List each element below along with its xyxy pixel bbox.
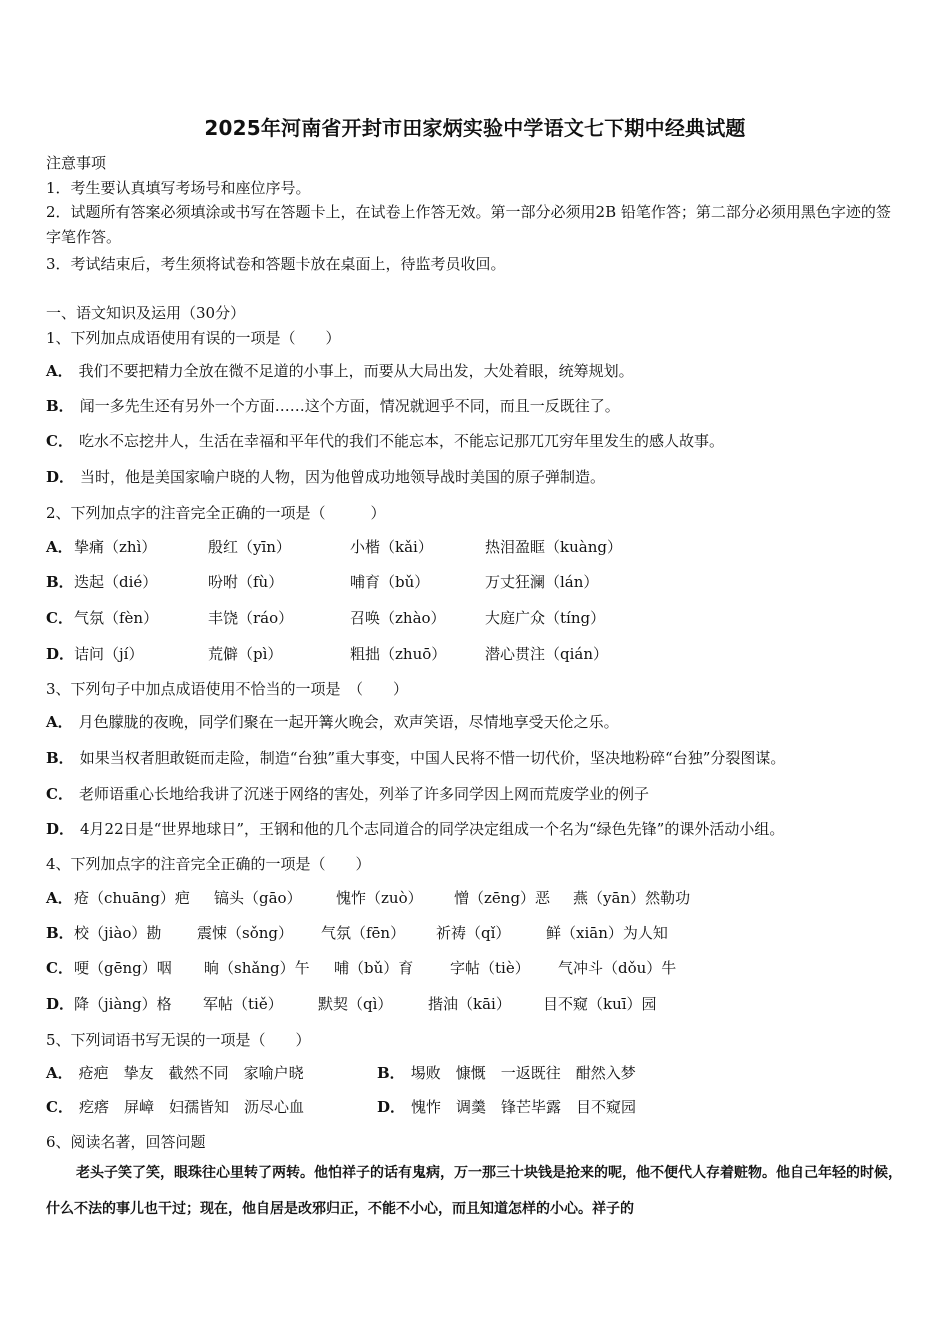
option-label: D． bbox=[46, 468, 75, 486]
question-4-c-word-2: 晌（shǎng）午 bbox=[204, 959, 310, 977]
question-3-stem: 3、下列句子中加点成语使用不恰当的一项是 （ ） bbox=[46, 680, 409, 698]
question-2-b-word-4: 万丈狂澜（lán） bbox=[485, 573, 599, 591]
question-2-b-word-1: 迭起（dié） bbox=[74, 573, 158, 591]
question-1-option-a bbox=[46, 360, 634, 381]
option-label: D． bbox=[46, 820, 75, 838]
question-4-b-word-2: 震悚（sǒng） bbox=[197, 924, 293, 942]
notice-item-3: 3．考试结束后，考生须将试卷和答题卡放在桌面上，待监考员收回。 bbox=[46, 255, 506, 273]
option-text: 当时，他是美国家喻户晓的人物，因为他曾成功地领导战时美国的原子弹制造。 bbox=[80, 468, 606, 486]
question-5-option-c bbox=[46, 1096, 304, 1117]
question-4-label-a: A． bbox=[46, 889, 73, 907]
option-label: C． bbox=[46, 432, 73, 450]
question-3-option-a bbox=[46, 711, 619, 732]
question-1-option-d bbox=[46, 466, 605, 487]
question-4-stem: 4、下列加点字的注音完全正确的一项是（ ） bbox=[46, 855, 371, 873]
question-2-a-word-2: 殷红（yīn） bbox=[208, 538, 291, 556]
question-1-option-b bbox=[46, 395, 620, 416]
question-2-b-word-2: 吩咐（fù） bbox=[208, 573, 284, 591]
option-text: 4月22日是“世界地球日”，王钢和他的几个志同道合的同学决定组成一个名为“绿色先锋”的课外活动小组。 bbox=[80, 820, 785, 838]
option-text: 疮疤 挚友 截然不同 家喻户晓 bbox=[78, 1064, 304, 1082]
question-5-stem: 5、下列词语书写无误的一项是（ ） bbox=[46, 1031, 311, 1049]
option-text: 如果当权者胆敢铤而走险，制造“台独”重大事变，中国人民将不惜一切代价，坚决地粉碎“台独”分裂图谋。 bbox=[79, 749, 786, 767]
question-5-option-d bbox=[377, 1096, 636, 1117]
option-label: A． bbox=[46, 362, 73, 380]
question-4-a-word-5: 燕（yān）然勒功 bbox=[573, 889, 691, 907]
question-2-a-word-1: 挚痛（zhì） bbox=[74, 538, 157, 556]
option-label: B． bbox=[46, 749, 74, 767]
question-2-label-d: D． bbox=[46, 645, 75, 663]
question-4-d-word-1: 降（jiàng）格 bbox=[74, 995, 172, 1013]
section-heading: 一、语文知识及运用（30分） bbox=[46, 304, 246, 322]
option-text: 月色朦胧的夜晚，同学们聚在一起开篝火晚会，欢声笑语，尽情地享受天伦之乐。 bbox=[78, 713, 619, 731]
question-4-c-word-5: 气冲斗（dǒu）牛 bbox=[558, 959, 677, 977]
question-4-label-c: C． bbox=[46, 959, 73, 977]
question-2-label-b: B． bbox=[46, 573, 74, 591]
option-text: 闻一多先生还有另外一个方面……这个方面，情况就迥乎不同，而且一反既往了。 bbox=[79, 397, 620, 415]
question-2-stem: 2、下列加点字的注音完全正确的一项是（ ） bbox=[46, 504, 386, 522]
question-4-b-word-3: 气氛（fēn） bbox=[321, 924, 406, 942]
question-1-option-c bbox=[46, 430, 724, 451]
question-1-stem: 1、下列加点成语使用有误的一项是（ ） bbox=[46, 329, 341, 347]
option-text: 我们不要把精力全放在微不足道的小事上，而要从大局出发，大处着眼，统筹规划。 bbox=[78, 362, 634, 380]
question-2-c-word-3: 召唤（zhào） bbox=[350, 609, 446, 627]
question-4-label-d: D． bbox=[46, 995, 75, 1013]
question-4-d-word-3: 默契（qì） bbox=[318, 995, 393, 1013]
question-4-b-word-1: 校（jiào）勘 bbox=[74, 924, 162, 942]
page-title: 2025年河南省开封市田家炳实验中学语文七下期中经典试题 bbox=[204, 116, 746, 140]
option-text: 疙瘩 屏嶂 妇孺皆知 沥尽心血 bbox=[78, 1098, 304, 1116]
option-label: D． bbox=[377, 1098, 406, 1116]
question-2-c-word-4: 大庭广众（tíng） bbox=[485, 609, 606, 627]
option-text: 吃水不忘挖井人，生活在幸福和平年代的我们不能忘本，不能忘记那兀兀穷年里发生的感人故事。 bbox=[78, 432, 724, 450]
question-4-a-word-3: 愧怍（zuò） bbox=[336, 889, 423, 907]
option-text: 愧怍 调羹 锋芒毕露 目不窥园 bbox=[411, 1098, 637, 1116]
question-2-label-c: C． bbox=[46, 609, 73, 627]
question-5-option-a bbox=[46, 1062, 304, 1083]
question-3-option-d bbox=[46, 818, 784, 839]
question-4-a-word-1: 疮（chuāng）疤 bbox=[74, 889, 190, 907]
question-4-c-word-3: 哺（bǔ）育 bbox=[334, 959, 414, 977]
question-4-d-word-4: 揩油（kāi） bbox=[428, 995, 511, 1013]
question-2-a-word-3: 小楷（kǎi） bbox=[350, 538, 433, 556]
question-3-option-c bbox=[46, 783, 649, 804]
notice-heading: 注意事项 bbox=[46, 154, 107, 172]
question-2-d-word-3: 粗拙（zhuō） bbox=[350, 645, 447, 663]
question-4-d-word-5: 目不窥（kuī）园 bbox=[543, 995, 657, 1013]
question-2-c-word-1: 气氛（fèn） bbox=[74, 609, 159, 627]
question-2-a-word-4: 热泪盈眶（kuàng） bbox=[485, 538, 622, 556]
question-4-d-word-2: 军帖（tiě） bbox=[203, 995, 283, 1013]
question-6-stem: 6、阅读名著，回答问题 bbox=[46, 1133, 206, 1151]
question-4-b-word-5: 鲜（xiān）为人知 bbox=[546, 924, 668, 942]
option-label: A． bbox=[46, 1064, 73, 1082]
question-2-d-word-4: 潜心贯注（qián） bbox=[485, 645, 609, 663]
question-2-label-a: A． bbox=[46, 538, 73, 556]
question-2-d-word-2: 荒僻（pì） bbox=[208, 645, 283, 663]
question-4-label-b: B． bbox=[46, 924, 74, 942]
question-4-c-word-1: 哽（gēng）咽 bbox=[74, 959, 172, 977]
option-label: C． bbox=[46, 1098, 73, 1116]
question-4-a-word-2: 镐头（gāo） bbox=[214, 889, 302, 907]
question-4-a-word-4: 憎（zēng）恶 bbox=[454, 889, 551, 907]
question-4-c-word-4: 字帖（tiè） bbox=[450, 959, 530, 977]
question-2-b-word-3: 哺育（bǔ） bbox=[350, 573, 430, 591]
notice-item-1: 1．考生要认真填写考场号和座位序号。 bbox=[46, 179, 311, 197]
option-label: C． bbox=[46, 785, 73, 803]
option-label: B． bbox=[46, 397, 74, 415]
question-2-c-word-2: 丰饶（ráo） bbox=[208, 609, 294, 627]
option-label: A． bbox=[46, 713, 73, 731]
question-4-b-word-4: 祈祷（qǐ） bbox=[436, 924, 511, 942]
reading-passage: 老头子笑了笑，眼珠往心里转了两转。他怕祥子的话有鬼病，万一那三十块钱是抢来的呢，他不便代人存着赃物。他自己年轻的时候，什么不法的事儿也干过；现在，他自居是改邪归正，不能不小心，而且知道怎样的小心。祥子的 bbox=[46, 1165, 902, 1217]
question-3-option-b bbox=[46, 747, 785, 768]
question-2-d-word-1: 诘问（jí） bbox=[74, 645, 144, 663]
notice-item-2: 2．试题所有答案必须填涂或书写在答题卡上，在试卷上作答无效。第一部分必须用2B 铅笔作答；第二部分必须用黑色字迹的签字笔作答。 bbox=[46, 203, 891, 246]
option-label: B． bbox=[377, 1064, 405, 1082]
option-text: 埸败 慷慨 一返既往 酣然入梦 bbox=[410, 1064, 636, 1082]
option-text: 老师语重心长地给我讲了沉迷于网络的害处，列举了许多同学因上网而荒废学业的例子 bbox=[78, 785, 649, 803]
question-5-option-b bbox=[377, 1062, 636, 1083]
